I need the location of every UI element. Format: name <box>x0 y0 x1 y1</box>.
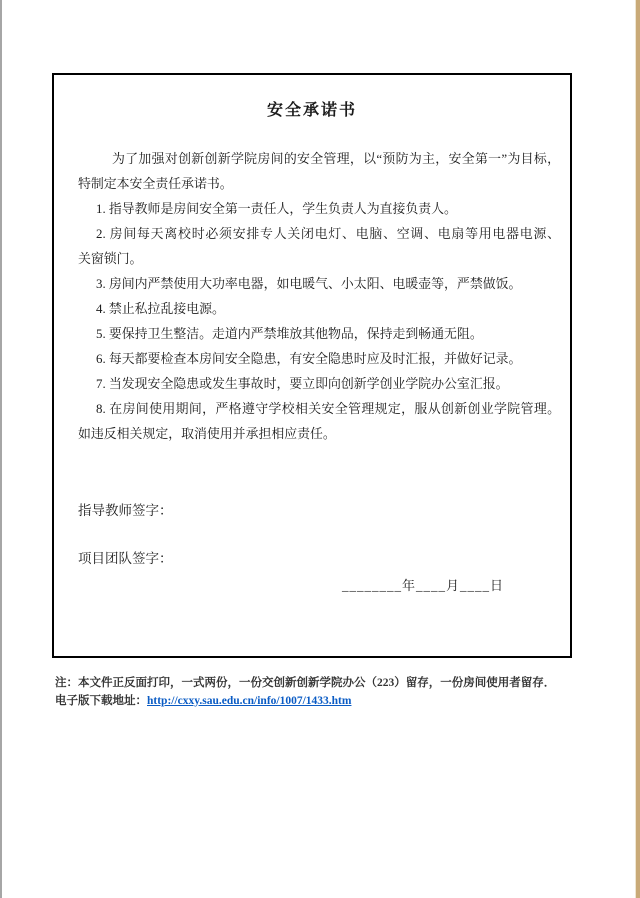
document-body <box>78 147 560 447</box>
advisor-signature-label: 指导教师签字： <box>78 503 173 518</box>
footer-note-line-1: 注：本文件正反面打印，一式两份，一份交创新创新学院办公（223）留存，一份房间使用者留存． <box>55 677 556 689</box>
intro-line-1: 为了加强对创新创新学院房间的安全管理，以“预防为主，安全第一”为目标， <box>112 152 560 166</box>
intro-line-2: 特制定本安全责任承诺书。 <box>78 177 233 191</box>
team-signature-label: 项目团队签字： <box>78 551 173 566</box>
rule-8-line-2: 如违反相关规定，取消使用并承担相应责任。 <box>78 427 336 441</box>
rule-1: 1. 指导教师是房间安全第一责任人，学生负责人为直接负责人。 <box>96 202 457 216</box>
rule-5: 5. 要保持卫生整洁。走道内严禁堆放其他物品，保持走到畅通无阻。 <box>96 327 483 341</box>
rule-7: 7. 当发现安全隐患或发生事故时，要立即向创新学创业学院办公室汇报。 <box>96 377 509 391</box>
download-address-label: 电子版下载地址： <box>55 694 147 707</box>
rule-2-line-1: 2. 房间每天离校时必须安排专人关闭电灯、电脑、空调、电扇等用电器电源、 <box>96 227 560 241</box>
page-left-edge-line <box>0 0 2 898</box>
rule-4: 4. 禁止私拉乱接电源。 <box>96 302 225 316</box>
download-url-link[interactable]: http://cxxy.sau.edu.cn/info/1007/1433.htm <box>147 694 352 707</box>
date-blank-line: ________年____月____日 <box>341 578 504 593</box>
page-right-edge-line <box>635 0 640 898</box>
footer-note <box>55 675 600 710</box>
footer-note-line-2 <box>55 693 600 711</box>
rule-2-line-2: 关窗锁门。 <box>78 252 143 266</box>
rule-3: 3. 房间内严禁使用大功率电器，如电暖气、小太阳、电暖壶等，严禁做饭。 <box>96 277 522 291</box>
commitment-letter-box <box>52 73 572 658</box>
document-title: 安全承诺书 <box>266 102 357 119</box>
rule-6: 6. 每天都要检查本房间安全隐患，有安全隐患时应及时汇报，并做好记录。 <box>96 352 522 366</box>
rule-8-line-1: 8. 在房间使用期间，严格遵守学校相关安全管理规定，服从创新创业学院管理。 <box>96 402 560 416</box>
